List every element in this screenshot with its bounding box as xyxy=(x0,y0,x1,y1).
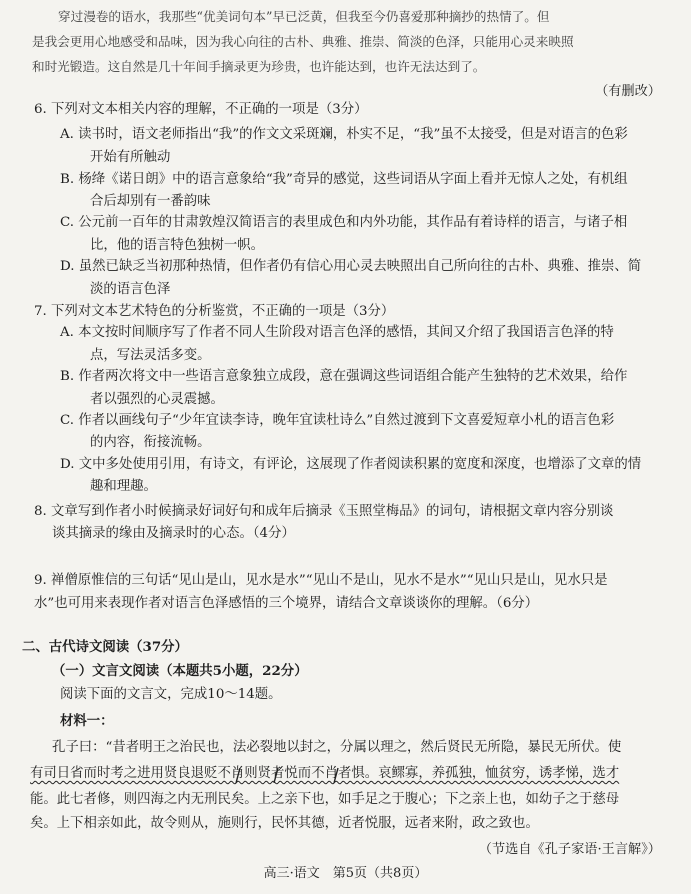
intro-source: （有删改） xyxy=(595,84,661,99)
intro-line-2: 是我会更用心地感受和品味，因为我心向往的古朴、典雅、推崇、简淡的色泽，只能用心灵来映照 xyxy=(32,34,574,49)
q6-option-d-line2: 淡的语言色泽 xyxy=(90,282,171,297)
q8-line-2: 谈其摘录的缘由及摘录时的心态。（4分） xyxy=(52,526,295,541)
pen-slash-marks xyxy=(236,768,338,783)
q7-option-b-line2: 者以强烈的心灵震撼。 xyxy=(90,392,224,407)
q7-option-b-line1: B. 作者两次将文中一些语言意象独立成段，意在强调这些词语组合能产生独特的艺术效果，给作 xyxy=(60,369,628,384)
passage-line-4: 矣。上下相亲如此，故令则从，施则行，民怀其德，近者悦服，远者来附，政之致也。 xyxy=(30,816,539,831)
q8-line-1: 8. 文章写到作者小时候摘录好词好句和成年后摘录《玉照堂梅品》的词句，请根据文章内容分别谈 xyxy=(34,504,614,519)
q6-option-b-line2: 合后却别有一番韵味 xyxy=(90,194,211,209)
q6-option-b-line1: B. 杨绛《诺日朗》中的语言意象给“我”奇异的感觉，这些词语从字面上看并无惊人之处，有机组 xyxy=(60,172,628,187)
pen-slash-3 xyxy=(334,768,338,783)
q6-option-c-line2: 比，他的语言特色独树一帜。 xyxy=(90,238,265,253)
q9-line-1: 9. 禅僧原惟信的三句话“见山是山，见水是水”“见山不是山，见水不是水”“见山只是山，见水只是 xyxy=(34,573,608,588)
section2-heading: 二、古代诗文阅读（37分） xyxy=(22,639,188,655)
q7-option-a-line2: 点，写法灵活多变。 xyxy=(90,348,211,363)
passage-line-1: 孔子曰：“昔者明王之治民也，法必裂地以封之，分属以理之，然后贤民无所隐，暴民无所伏。使 xyxy=(52,740,622,755)
q7-option-c-line2: 的内容，衔接流畅。 xyxy=(90,435,211,450)
pen-slash-1 xyxy=(236,768,240,783)
q7-option-a-line1: A. 本文按时间顺序写了作者不同人生阶段对语言色泽的感悟，其间又介绍了我国语言色泽的特 xyxy=(60,325,614,340)
q6-option-d-line1: D. 虽然已缺乏当初那种热情，但作者仍有信心用心灵去映照出自己所向往的古朴、典雅、推崇、简 xyxy=(60,259,642,274)
q6-option-a-line1: A. 读书时，语文老师指出“我”的作文文采斑斓，朴实不足，“我”虽不太接受，但是对语言的色彩 xyxy=(60,127,628,142)
q7-option-c-line1: C. 作者以画线句子“少年宜读李诗，晚年宜读杜诗么”自然过渡到下文喜爱短章小札的语言色彩 xyxy=(60,413,615,428)
q7-stem: 7. 下列对文本艺术特色的分析鉴赏，不正确的一项是（3分） xyxy=(34,304,395,319)
q6-option-a-line2: 开始有所触动 xyxy=(90,150,171,165)
intro-line-3: 和时光锻造。这自然是几十年间手摘录更为珍贵，也许能达到，也许无法达到了。 xyxy=(32,59,486,74)
q7-option-d-line2: 趣和理趣。 xyxy=(90,479,157,494)
passage-source: （节选自《孔子家语·王言解》） xyxy=(478,842,661,857)
q9-line-2: 水”也可用来表现作者对语言色泽感悟的三个境界，请结合文章谈谈你的理解。（6分） xyxy=(34,596,539,611)
q6-option-c-line1: C. 公元前一百年的甘肃敦煌汉简语言的表里成色和内外功能，其作品有着诗样的语言，与诸子相 xyxy=(60,215,628,230)
section2-instruction: 阅读下面的文言文，完成10～14题。 xyxy=(60,687,282,702)
passage-line-3: 能。此七者修，则四海之内无刑民矣。上之亲下也，如手足之于腹心；下之亲上也，如幼子之于慈母 xyxy=(30,792,620,807)
section2-subheading: （一）文言文阅读（本题共5小题，22分） xyxy=(52,663,308,679)
passage-line-2-text: 有司日省而时考之进用贤良退贬不肖则贤者悦而不肖者惧。哀鳏寡，养孤独，恤贫穷，诱孝悌，选才 xyxy=(30,766,620,781)
intro-line-1: 穿过漫卷的语水，我那些“优美词句本”早已泛黄，但我至今仍喜爱那种摘抄的热情了。但 xyxy=(58,9,550,24)
pen-slash-2 xyxy=(274,768,278,783)
q7-option-d-line1: D. 文中多处使用引用，有诗文，有评论，这展现了作者阅读积累的宽度和深度，也增添了文章的情 xyxy=(60,457,642,472)
material-label: 材料一： xyxy=(60,713,114,729)
page-footer: 高三·语文 第5页（共8页） xyxy=(263,866,428,881)
q6-stem: 6. 下列对文本相关内容的理解，不正确的一项是（3分） xyxy=(34,102,368,117)
